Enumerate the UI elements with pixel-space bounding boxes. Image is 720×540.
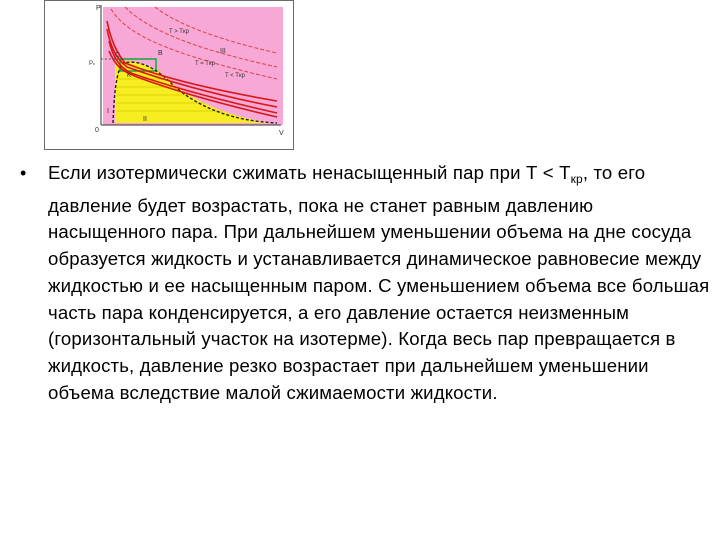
phase-diagram xyxy=(45,1,293,149)
paragraph-part2: , то его давление будет возрастать, пока не станет равным давлению насыщенного пара. При дальнейшем уменьшении объема на дне сосуда образуется жидкость и устанавливается динамическое равновесие между жидкостью и ее насыщенным паром. С уменьшением объема все большая часть пара конденсируется, а его давление остается неизменным (горизонтальный участок на изотерме). Когда весь пар превращается в жидкость, давление резко возрастает при дальнейшем уменьшении объема вследствие малой сжимаемости жидкости. xyxy=(48,162,710,403)
point-k-label: K xyxy=(127,73,132,79)
bullet-paragraph xyxy=(20,160,710,406)
bullet-marker: • xyxy=(20,163,27,183)
subscript-kr: кр xyxy=(570,172,583,186)
paragraph-part1: Если изотермически сжимать ненасыщенный пар при Т < Т xyxy=(48,162,571,183)
origin-label: 0 xyxy=(95,127,99,134)
label-t-eq: T = Tкр xyxy=(195,61,215,67)
point-c-label: C xyxy=(115,52,121,59)
paragraph-text xyxy=(48,160,710,406)
label-t-gt: T > Tкр xyxy=(169,29,189,35)
region-3-label: III xyxy=(220,48,226,55)
axis-v-label: V xyxy=(279,130,284,137)
point-b-label: B xyxy=(158,50,163,57)
region-2-label: II xyxy=(143,116,147,123)
region-1-label: I xyxy=(107,108,109,115)
p-level-label: Pₙ xyxy=(89,61,96,67)
label-t-lt: T < Tкр xyxy=(225,73,245,79)
phase-diagram-figure xyxy=(44,0,294,150)
axis-p-label: P xyxy=(96,5,101,12)
